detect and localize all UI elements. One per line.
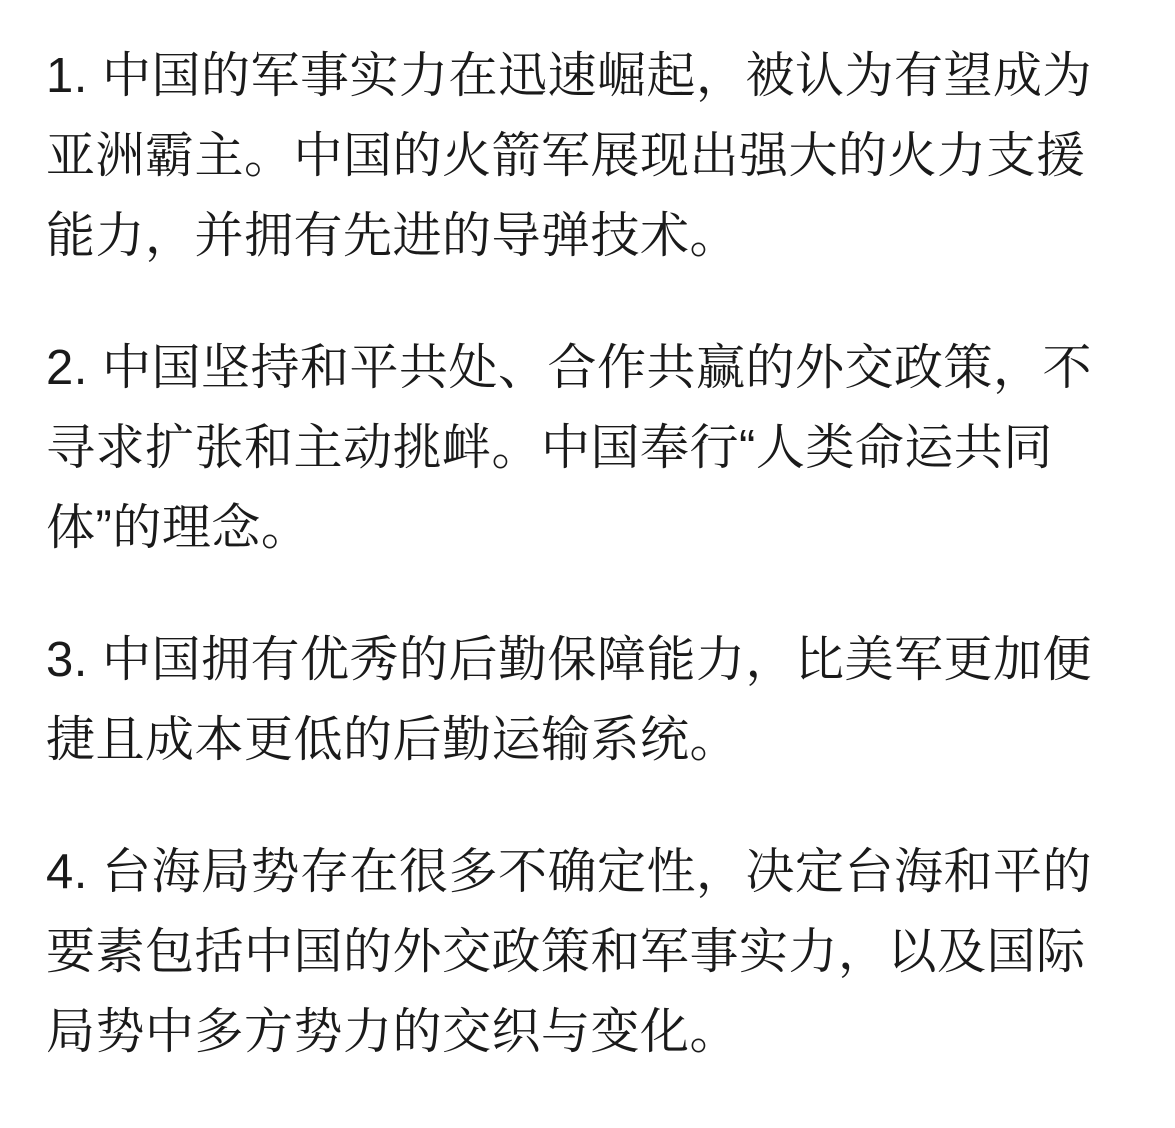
paragraph-point-3: 3. 中国拥有优秀的后勤保障能力，比美军更加便捷且成本更低的后勤运输系统。: [46, 633, 1092, 767]
paragraph-point-2: 2. 中国坚持和平共处、合作共赢的外交政策，不寻求扩张和主动挑衅。中国奉行“人类命运共同体”的理念。: [46, 341, 1092, 555]
paragraph-point-1: 1. 中国的军事实力在迅速崛起，被认为有望成为亚洲霸主。中国的火箭军展现出强大的火力支援能力，并拥有先进的导弹技术。: [46, 49, 1092, 263]
paragraph-point-4: 4. 台海局势存在很多不确定性，决定台海和平的要素包括中国的外交政策和军事实力，以及国际局势中多方势力的交织与变化。: [46, 845, 1092, 1059]
